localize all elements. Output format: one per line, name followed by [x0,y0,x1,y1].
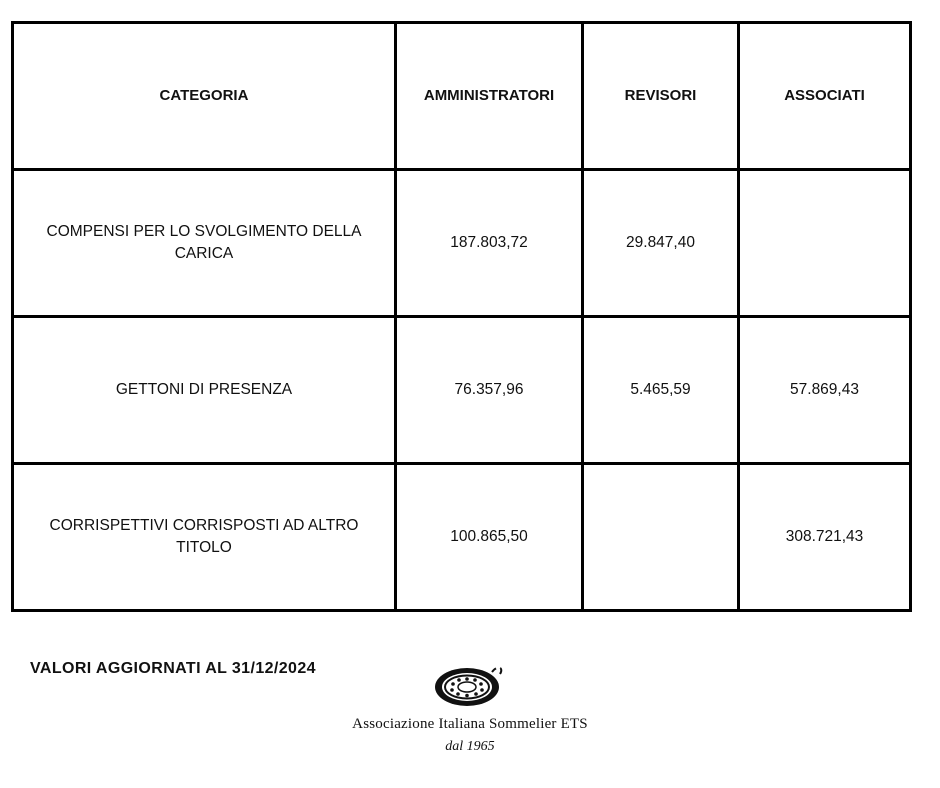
organization-name: Associazione Italiana Sommelier ETS [352,716,588,732]
cell-categoria: GETTONI DI PRESENZA [13,317,396,464]
cell-amministratori: 76.357,96 [396,317,583,464]
cell-categoria: CORRISPETTIVI CORRISPOSTI AD ALTRO TITOLO [13,464,396,611]
cell-revisori: 29.847,40 [583,170,739,317]
header-associati: ASSOCIATI [739,23,911,170]
organization-founded: dal 1965 [445,739,495,754]
table-row [13,464,911,611]
cell-revisori: 5.465,59 [583,317,739,464]
header-categoria: CATEGORIA [13,23,396,170]
header-amministratori: AMMINISTRATORI [396,23,583,170]
ais-tastevin-logo-icon [434,660,506,708]
table-row [13,317,911,464]
cell-associati: 57.869,43 [739,317,911,464]
update-date-note: VALORI AGGIORNATI AL 31/12/2024 [30,660,316,677]
header-revisori: REVISORI [583,23,739,170]
cell-associati [739,170,911,317]
cell-associati: 308.721,43 [739,464,911,611]
compensation-table [11,21,912,612]
cell-amministratori: 187.803,72 [396,170,583,317]
organization-logo-block [320,660,620,755]
table-header-row [13,23,911,170]
cell-categoria: COMPENSI PER LO SVOLGIMENTO DELLA CARICA [13,170,396,317]
compensation-table-container [11,21,912,612]
cell-revisori [583,464,739,611]
table-row [13,170,911,317]
cell-amministratori: 100.865,50 [396,464,583,611]
